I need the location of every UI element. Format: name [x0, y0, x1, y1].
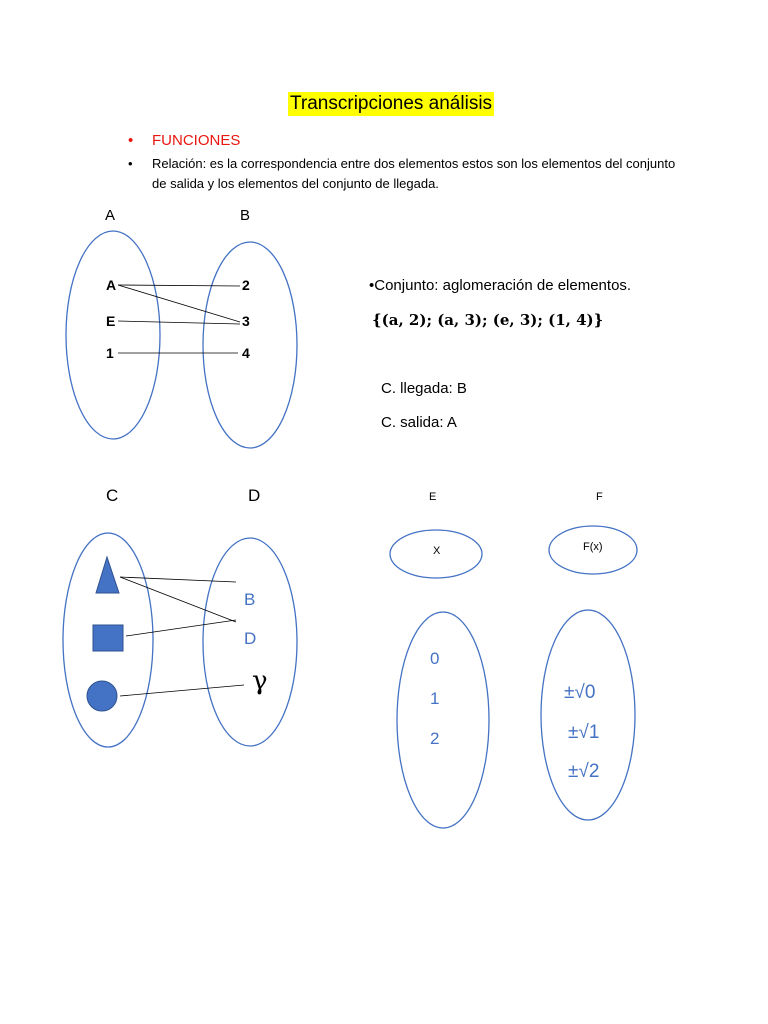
set-e-element: 0: [430, 649, 440, 668]
set-e-label: E: [429, 491, 437, 503]
set-f-header: F(x): [583, 541, 603, 553]
square-shape: [93, 625, 123, 651]
set-b-element: 3: [242, 313, 250, 329]
set-a-label: A: [105, 207, 116, 224]
set-b-element: 2: [242, 277, 250, 293]
set-f-element: ±√0: [564, 682, 596, 703]
set-b-element: 4: [242, 345, 250, 361]
set-f-element: ±√1: [568, 722, 600, 743]
set-d-element: B: [244, 590, 256, 609]
set-a-element: A: [106, 277, 117, 293]
circle-shape: [87, 681, 117, 711]
set-b-ellipse: [203, 242, 297, 448]
set-e-ellipse: [397, 612, 489, 828]
set-e-element: 2: [430, 729, 440, 748]
set-a-element: E: [106, 313, 116, 329]
arrow-a-2: [118, 285, 240, 286]
set-d-element: γ: [252, 666, 268, 696]
conjunto-definition: •Conjunto: aglomeración de elementos.: [369, 277, 632, 294]
set-e-header: X: [433, 545, 441, 557]
arrow-e-3: [118, 321, 240, 324]
conjunto-salida: C. salida: A: [381, 414, 457, 431]
set-f-label: F: [596, 491, 603, 503]
bullet-relacion: • Relación: es la correspondencia entre dos elementos estos son los elementos del conjunto de salida y los elementos del conjunto de llegada.: [128, 154, 688, 194]
set-c-label: C: [106, 486, 119, 505]
set-d-element: D: [244, 629, 257, 648]
set-b-label: B: [240, 207, 251, 224]
set-a-ellipse: [66, 231, 160, 439]
page-title: Transcripciones análisis: [290, 93, 493, 114]
set-f-element: ±√2: [568, 761, 600, 782]
set-d-label: D: [248, 486, 261, 505]
arrow-circle-gamma: [120, 685, 244, 696]
arrow-a-3: [118, 285, 240, 322]
bullet-funciones: • FUNCIONES: [128, 130, 688, 152]
set-f-ellipse: [541, 610, 635, 820]
conjunto-llegada: C. llegada: B: [381, 380, 467, 397]
conjunto-pairs: {(a, 2); (a, 3); (e, 3); (1, 4)}: [372, 311, 604, 329]
set-a-element: 1: [106, 345, 114, 361]
triangle-shape: [96, 557, 119, 593]
set-e-element: 1: [430, 689, 440, 708]
arrow-square-d: [126, 620, 236, 636]
arrow-triangle-d: [120, 577, 236, 622]
arrow-triangle-b: [120, 577, 236, 582]
